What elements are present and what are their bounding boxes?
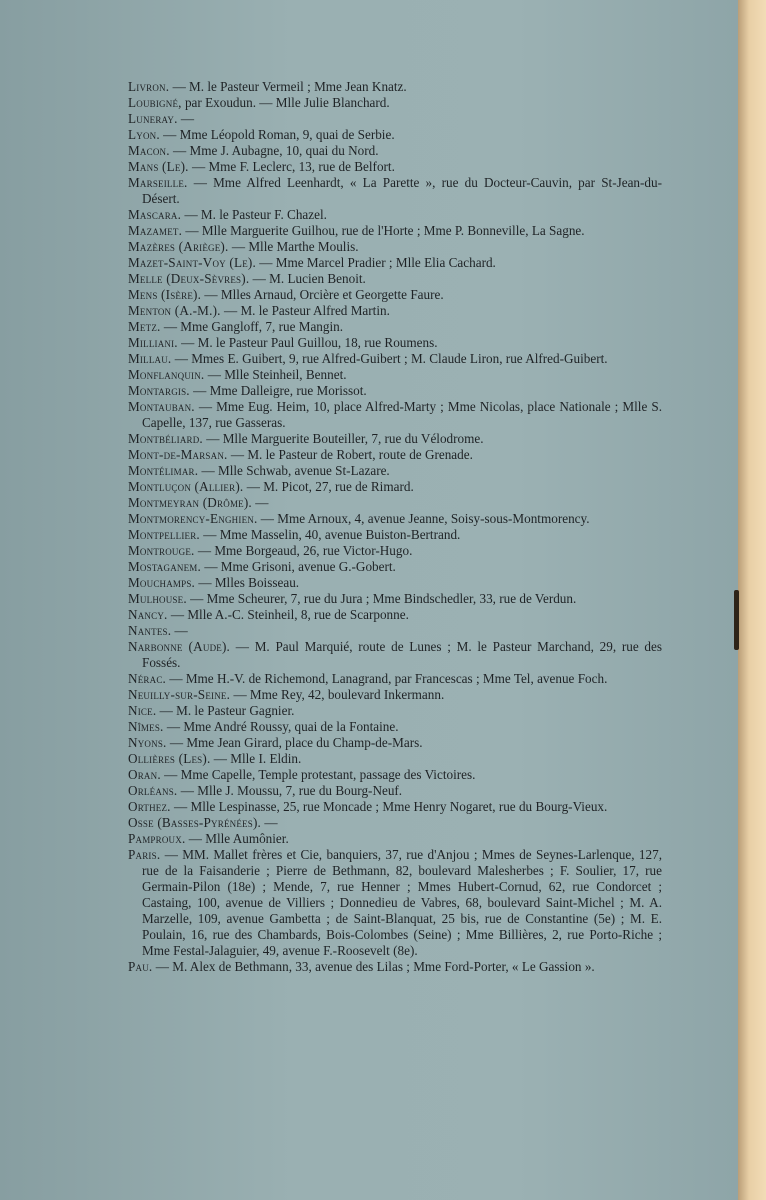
place-name: Montauban. xyxy=(128,399,195,414)
entry-text: — Mlle A.-C. Steinheil, 8, rue de Scarponne. xyxy=(167,607,409,622)
directory-entry xyxy=(128,511,662,527)
entry-text: — Mme Léopold Roman, 9, quai de Serbie. xyxy=(159,127,395,142)
entry-text: — Mme Arnoux, 4, avenue Jeanne, Soisy-sous-Montmorency. xyxy=(257,511,590,526)
entry-text: — M. le Pasteur Gagnier. xyxy=(156,703,295,718)
entry-text: — xyxy=(261,815,278,830)
entry-text: — Mlle Schwab, avenue St-Lazare. xyxy=(198,463,390,478)
place-name: Montluçon (Allier). xyxy=(128,479,244,494)
place-name: Mens (Isère). xyxy=(128,287,202,302)
entry-text: — Mlle Marguerite Bouteiller, 7, rue du Vélodrome. xyxy=(202,431,484,446)
entry-text: — M. Alex de Bethmann, 33, avenue des Lilas ; Mme Ford-Porter, « Le Gassion ». xyxy=(152,959,595,974)
place-name: Ollières (Les). xyxy=(128,751,211,766)
directory-entry xyxy=(128,735,662,751)
directory-entry xyxy=(128,751,662,767)
directory-entry xyxy=(128,591,662,607)
directory-entry xyxy=(128,175,662,207)
entry-text: — xyxy=(177,111,195,126)
directory-entry xyxy=(128,847,662,959)
directory-entry xyxy=(128,95,662,111)
place-name: Orléans. xyxy=(128,783,178,798)
place-name: Orthez. xyxy=(128,799,171,814)
entry-text: — Mlle Lespinasse, 25, rue Moncade ; Mme Henry Nogaret, rue du Bourg-Vieux. xyxy=(170,799,608,814)
place-name: Montmeyran (Drôme). xyxy=(128,495,252,510)
directory-entry xyxy=(128,431,662,447)
place-name: Mazères (Ariège). xyxy=(128,239,229,254)
entry-text: — Mlles Arnaud, Orcière et Georgette Faure. xyxy=(201,287,444,302)
place-name: Neuilly-sur-Seine. xyxy=(128,687,231,702)
directory-entry xyxy=(128,559,662,575)
entry-text: — MM. Mallet frères et Cie, banquiers, 37, rue d'Anjou ; Mmes de Seynes-Larlenque, 127, rue de la Faisanderie ; Pierre de Bethmann, 82, boulevard Malesherbes ; F. Soulier, 17, rue Germain-Pilon (18e) ; Mende, 7, rue Henner ; Mmes Hubert-Cornud, 62, rue Condorcet ; Castaing, 100, avenue de Villiers ; Donnedieu de Vabres, 68, boulevard Saint-Michel ; M. A. Marzelle, 109, avenue Gambetta ; de Saint-Blanquat, 25 bis, rue de Constantine (5e) ; M. E. Poulain, 16, rue des Chambards, Bois-Colombes (Seine) ; Mme Billières, 2, rue Porto-Riche ; Mme Festal-Jalaguier, 49, avenue F.-Roosevelt (8e). xyxy=(142,847,662,958)
place-name: Montpellier. xyxy=(128,527,200,542)
directory-entry xyxy=(128,255,662,271)
entry-text: — Mme Rey, 42, boulevard Inkermann. xyxy=(230,687,445,702)
directory-entry xyxy=(128,399,662,431)
entry-text: — M. Paul Marquié, route de Lunes ; M. le Pasteur Marchand, 29, rue des Fossés. xyxy=(142,639,662,670)
place-name: Mulhouse. xyxy=(128,591,187,606)
directory-entry xyxy=(128,351,662,367)
entry-text: — Mme H.-V. de Richemond, Lanagrand, par Francescas ; Mme Tel, avenue Foch. xyxy=(166,671,608,686)
entry-text: — M. Lucien Benoit. xyxy=(249,271,366,286)
directory-entry xyxy=(128,335,662,351)
entry-text: — M. le Pasteur Alfred Martin. xyxy=(220,303,390,318)
place-name: Melle (Deux-Sèvres). xyxy=(128,271,250,286)
entry-text: — M. le Pasteur de Robert, route de Grenade. xyxy=(227,447,473,462)
directory-entry xyxy=(128,623,662,639)
directory-entry xyxy=(128,319,662,335)
place-name: Montrouge. xyxy=(128,543,195,558)
directory-entry xyxy=(128,575,662,591)
place-name: Nyons. xyxy=(128,735,167,750)
directory-entry xyxy=(128,367,662,383)
entry-text: — Mlle Marguerite Guilhou, rue de l'Horte ; Mme P. Bonneville, La Sagne. xyxy=(182,223,585,238)
entry-text: — Mlles Boisseau. xyxy=(195,575,300,590)
place-name: Mostaganem. xyxy=(128,559,202,574)
entry-text: — Mme Scheurer, 7, rue du Jura ; Mme Bindschedler, 33, rue de Verdun. xyxy=(186,591,577,606)
directory-entry xyxy=(128,799,662,815)
binding-mark xyxy=(734,590,739,650)
entry-text: — M. le Pasteur Vermeil ; Mme Jean Knatz. xyxy=(169,79,407,94)
entry-text: — M. Picot, 27, rue de Rimard. xyxy=(243,479,414,494)
directory-entry xyxy=(128,767,662,783)
entry-text: — Mme Dalleigre, rue Morissot. xyxy=(189,383,367,398)
place-name: Narbonne (Aude). xyxy=(128,639,231,654)
place-name: Montélimar. xyxy=(128,463,199,478)
directory-entry xyxy=(128,383,662,399)
place-name: Mouchamps. xyxy=(128,575,196,590)
directory-entry xyxy=(128,719,662,735)
directory-entry xyxy=(128,543,662,559)
directory-entry xyxy=(128,687,662,703)
directory-entry xyxy=(128,815,662,831)
directory-entry xyxy=(128,271,662,287)
directory-entry xyxy=(128,703,662,719)
directory-entry xyxy=(128,527,662,543)
place-name: Paris. xyxy=(128,847,161,862)
directory-entry xyxy=(128,223,662,239)
directory-entry xyxy=(128,783,662,799)
place-name: Lyon. xyxy=(128,127,160,142)
entry-text: — Mme Capelle, Temple protestant, passage des Victoires. xyxy=(160,767,476,782)
directory-entry xyxy=(128,495,662,511)
place-name: Nérac. xyxy=(128,671,167,686)
entry-text: — Mme Grisoni, avenue G.-Gobert. xyxy=(201,559,396,574)
directory-entry xyxy=(128,671,662,687)
place-name: Mascara. xyxy=(128,207,182,222)
directory-entry xyxy=(128,959,662,975)
entry-text: — Mlle I. Eldin. xyxy=(210,751,302,766)
directory-entry xyxy=(128,111,662,127)
place-name: Pamproux. xyxy=(128,831,186,846)
directory-entry xyxy=(128,463,662,479)
directory-entry xyxy=(128,79,662,95)
place-name: Montargis. xyxy=(128,383,190,398)
entry-text: — Mme Marcel Pradier ; Mlle Elia Cachard. xyxy=(255,255,496,270)
entry-text: — Mme Masselin, 40, avenue Buiston-Bertrand. xyxy=(199,527,461,542)
entry-text: — Mme André Roussy, quai de la Fontaine. xyxy=(163,719,399,734)
place-name: Mazamet. xyxy=(128,223,183,238)
entry-text: — Mlle J. Moussu, 7, rue du Bourg-Neuf. xyxy=(177,783,403,798)
place-name: Montmorency-Enghien. xyxy=(128,511,258,526)
place-name: Mans (Le). xyxy=(128,159,189,174)
entry-text: — M. le Pasteur F. Chazel. xyxy=(181,207,327,222)
entry-text: — Mmes E. Guibert, 9, rue Alfred-Guibert ; M. Claude Liron, rue Alfred-Guibert. xyxy=(171,351,608,366)
directory-entry xyxy=(128,127,662,143)
directory-entry xyxy=(128,207,662,223)
directory-entry xyxy=(128,639,662,671)
entry-text: — Mme F. Leclerc, 13, rue de Belfort. xyxy=(188,159,395,174)
entry-text: — Mme Jean Girard, place du Champ-de-Mars. xyxy=(166,735,423,750)
directory-entry xyxy=(128,479,662,495)
entry-text: — Mme Eug. Heim, 10, place Alfred-Marty ; Mme Nicolas, place Nationale ; Mlle S. Capelle, 137, rue Gasseras. xyxy=(142,399,662,430)
entry-text: — Mme J. Aubagne, 10, quai du Nord. xyxy=(169,143,379,158)
place-name: Menton (A.-M.). xyxy=(128,303,221,318)
place-name: Nantes. xyxy=(128,623,172,638)
entry-text: — Mme Borgeaud, 26, rue Victor-Hugo. xyxy=(194,543,413,558)
directory-entry xyxy=(128,239,662,255)
directory-entry xyxy=(128,303,662,319)
entry-text: — xyxy=(171,623,188,638)
entry-text: — Mme Alfred Leenhardt, « La Parette », rue du Docteur-Cauvin, par St-Jean-du-Désert. xyxy=(142,175,662,206)
place-name: Montbéliard. xyxy=(128,431,203,446)
page-edge xyxy=(738,0,766,1200)
place-name: Osse (Basses-Pyrénées). xyxy=(128,815,262,830)
directory-entry xyxy=(128,447,662,463)
place-name: Pau. xyxy=(128,959,153,974)
entry-text: — Mme Gangloff, 7, rue Mangin. xyxy=(160,319,344,334)
entry-text: — M. le Pasteur Paul Guillou, 18, rue Roumens. xyxy=(177,335,438,350)
entry-text: — Mlle Marthe Moulis. xyxy=(228,239,359,254)
place-name: Millau. xyxy=(128,351,172,366)
place-name: Nîmes. xyxy=(128,719,164,734)
place-name: Macon. xyxy=(128,143,170,158)
entry-text: par Exoudun. — Mlle Julie Blanchard. xyxy=(181,95,390,110)
place-name: Oran. xyxy=(128,767,161,782)
place-name: Monflanquin. xyxy=(128,367,205,382)
place-name: Milliani. xyxy=(128,335,178,350)
directory-list xyxy=(128,79,662,975)
place-name: Mont-de-Marsan. xyxy=(128,447,228,462)
place-name: Nice. xyxy=(128,703,157,718)
place-name: Metz. xyxy=(128,319,161,334)
place-name: Livron. xyxy=(128,79,170,94)
entry-text: — xyxy=(251,495,269,510)
place-name: Loubigné, xyxy=(128,95,182,110)
place-name: Nancy. xyxy=(128,607,168,622)
directory-entry xyxy=(128,143,662,159)
directory-entry xyxy=(128,287,662,303)
directory-entry xyxy=(128,831,662,847)
place-name: Marseille. xyxy=(128,175,188,190)
entry-text: — Mlle Steinheil, Bennet. xyxy=(204,367,347,382)
place-name: Mazet-Saint-Voy (Le). xyxy=(128,255,256,270)
directory-entry xyxy=(128,607,662,623)
place-name: Luneray. xyxy=(128,111,178,126)
entry-text: — Mlle Aumônier. xyxy=(185,831,289,846)
directory-entry xyxy=(128,159,662,175)
